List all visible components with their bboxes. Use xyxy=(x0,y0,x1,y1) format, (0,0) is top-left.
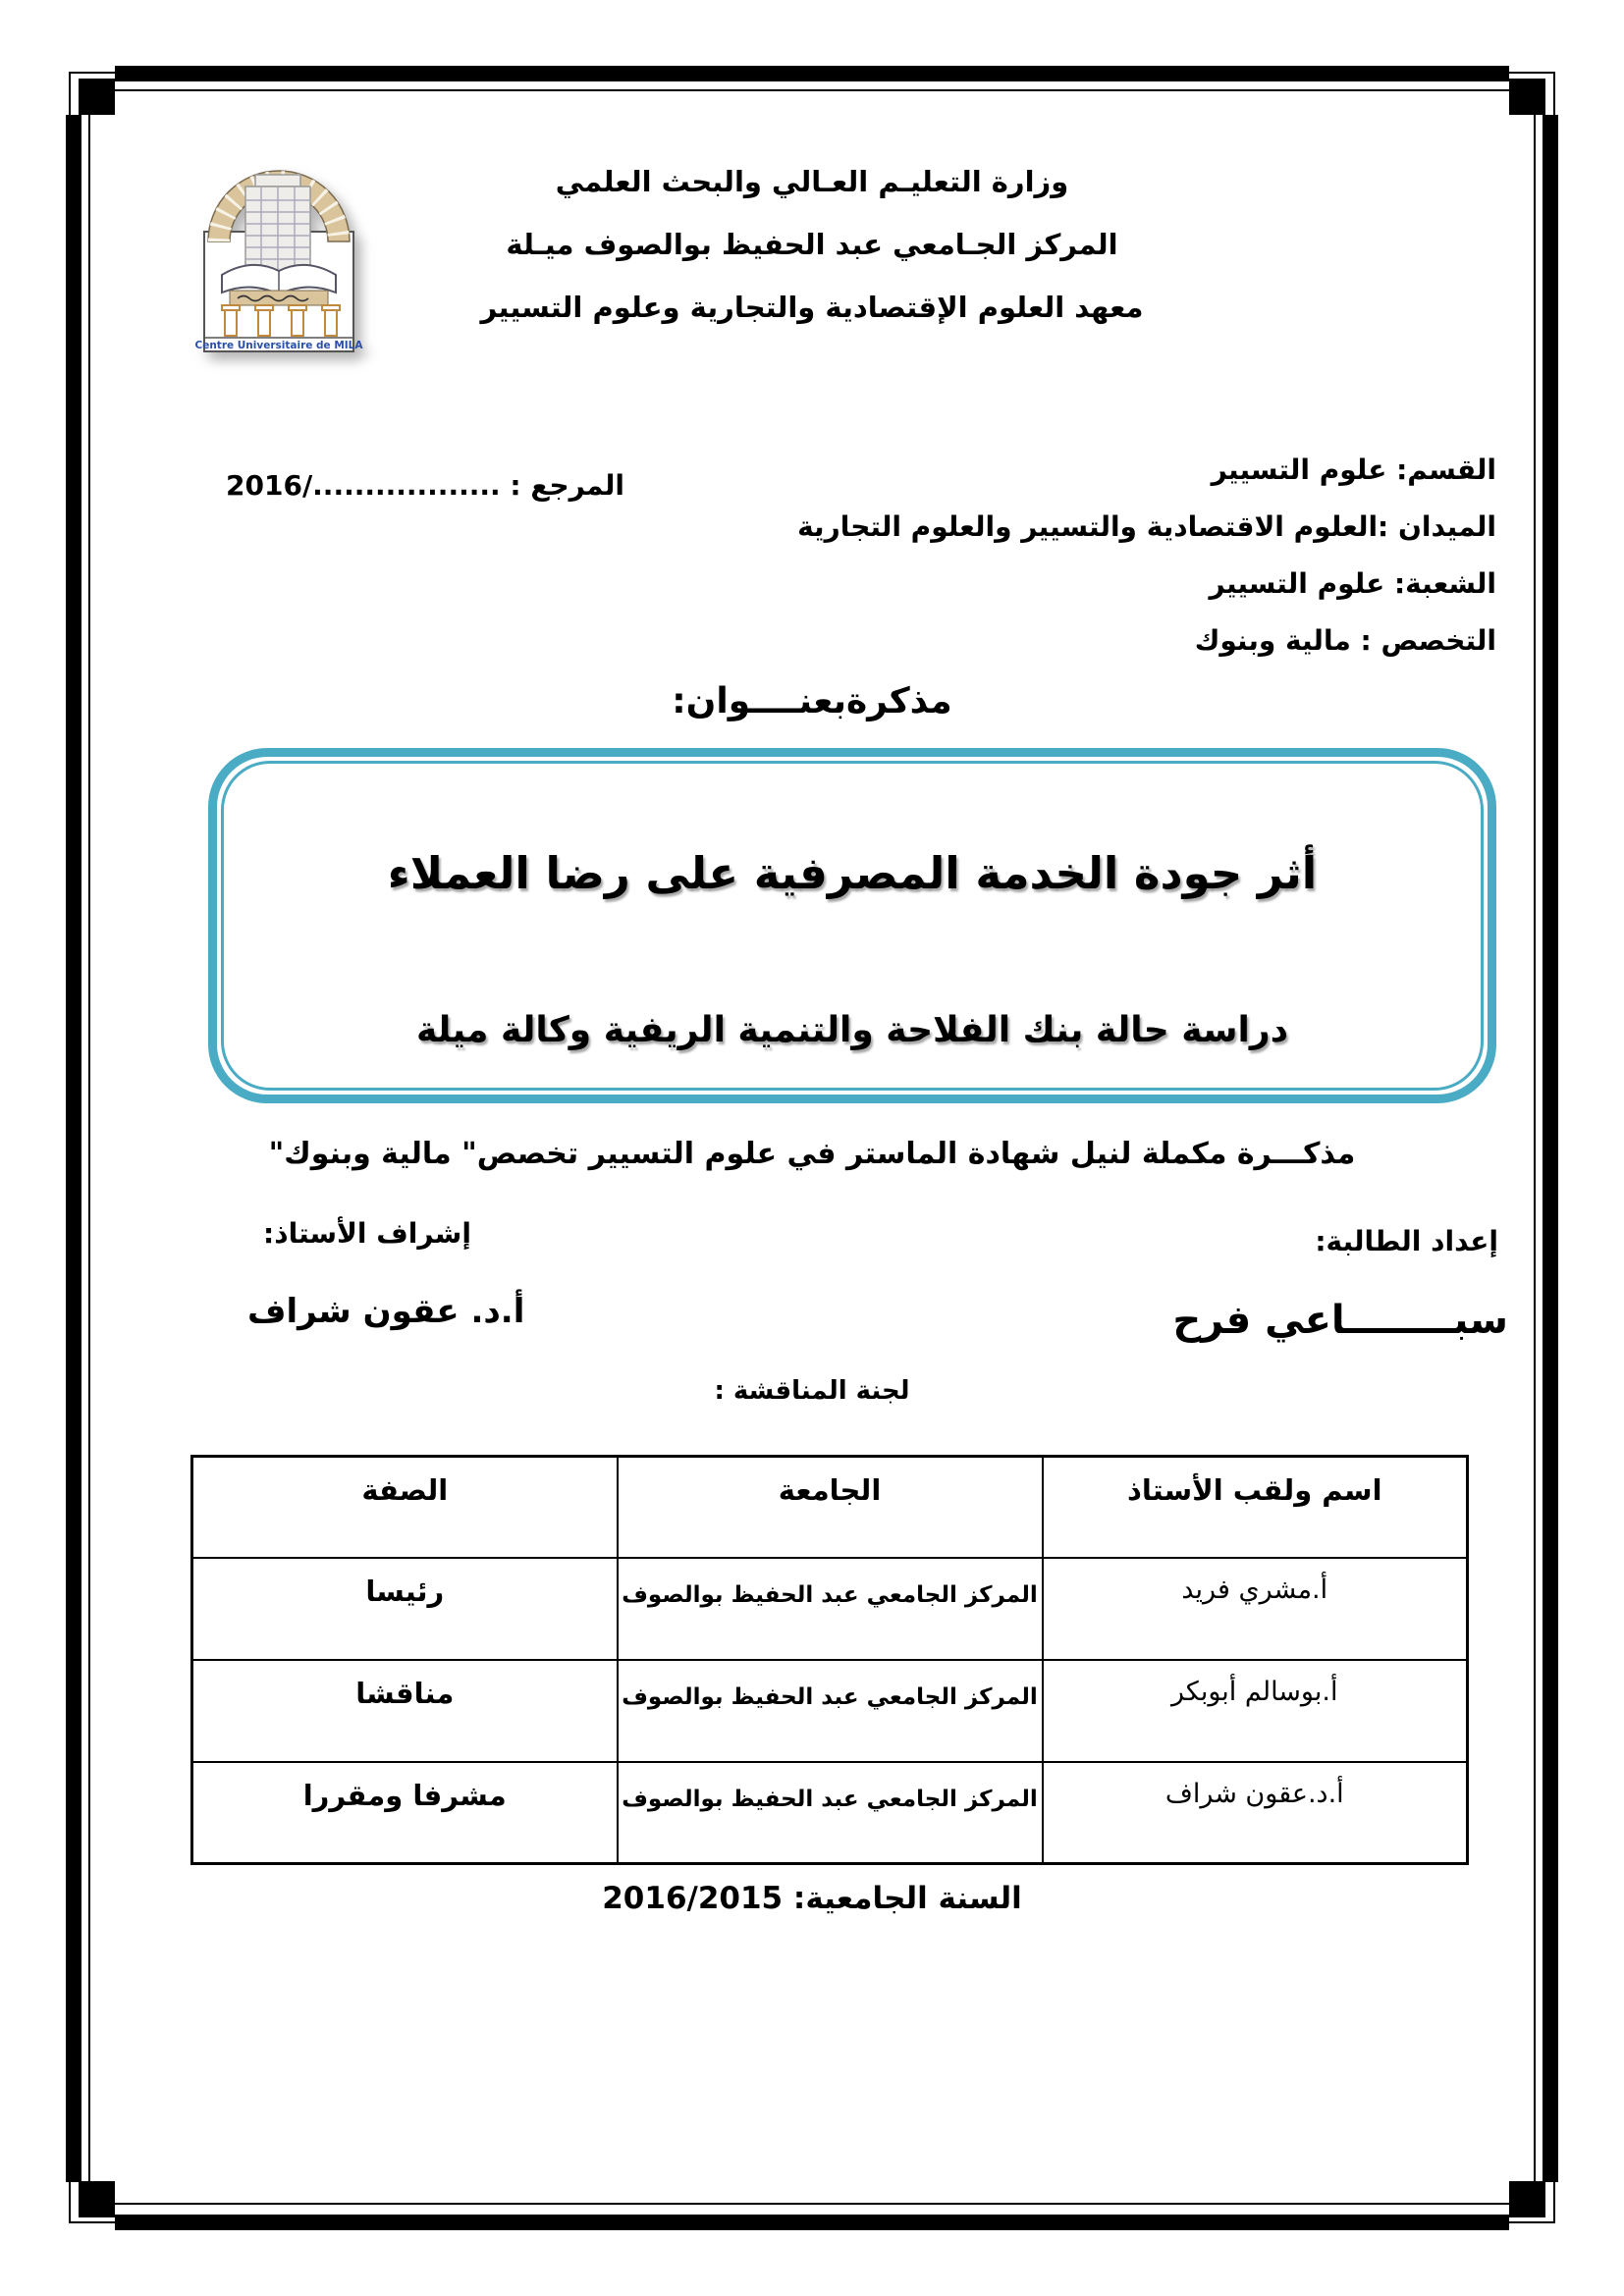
program-info-block xyxy=(797,442,1496,669)
thesis-subtitle: دراسة حالة بنك الفلاحة والتنمية الريفية وكالة ميلة xyxy=(415,1010,1289,1050)
header-role: الصفة xyxy=(192,1457,618,1558)
thesis-title: أثر جودة الخدمة المصرفية على رضا العملاء xyxy=(387,847,1318,899)
professor-name: أ.د.عقون شراف xyxy=(1043,1762,1468,1864)
header-professor: اسم ولقب الأستاذ xyxy=(1043,1457,1468,1558)
specialty-line: التخصص : مالية وبنوك xyxy=(1194,624,1496,657)
professor-role: رئيسا xyxy=(192,1558,618,1660)
student-name: سبــــــــاعي فرح xyxy=(1172,1298,1508,1343)
memo-title-label: مذكرةبعنــــوان: xyxy=(672,681,952,721)
professor-role: مشرفا ومقررا xyxy=(192,1762,618,1864)
table-row xyxy=(192,1762,1468,1864)
institute-line: معهد العلوم الإقتصادية والتجارية وعلوم التسيير xyxy=(480,291,1144,324)
supervisor-label: إشراف الأستاذ: xyxy=(263,1217,471,1250)
professor-university: المركز الجامعي عبد الحفيظ بوالصوف xyxy=(618,1660,1043,1762)
logo-caption: Centre Universitaire de MILA xyxy=(194,340,363,351)
professor-name: أ.مشري فريد xyxy=(1043,1558,1468,1660)
reference-line: المرجع : ................../2016 xyxy=(226,469,624,502)
branch-line: الشعبة: علوم التسيير xyxy=(1209,567,1496,600)
ministry-line: وزارة التعليـم العـالي والبحث العلمي xyxy=(555,165,1069,198)
table-row xyxy=(192,1558,1468,1660)
professor-university: المركز الجامعي عبد الحفيظ بوالصوف xyxy=(618,1762,1043,1864)
supervisor-name: أ.د. عقون شراف xyxy=(247,1292,525,1331)
committee-label: لجنة المناقشة : xyxy=(714,1376,910,1406)
field-line: الميدان :العلوم الاقتصادية والتسيير والعلوم التجارية xyxy=(797,510,1496,543)
degree-note: مذكـــرة مكملة لنيل شهادة الماستر في علوم التسيير تخصص" مالية وبنوك" xyxy=(268,1137,1356,1171)
committee-table xyxy=(190,1455,1469,1865)
prepared-by-label: إعداد الطالبة: xyxy=(1315,1225,1498,1257)
professor-name: أ.بوسالم أبوبكر xyxy=(1043,1660,1468,1762)
table-header-row xyxy=(192,1457,1468,1558)
department-line: القسم: علوم التسيير xyxy=(1211,454,1496,486)
academic-year: السنة الجامعية: 2016/2015 xyxy=(602,1881,1022,1916)
university-line: المركز الجـامعي عبد الحفيظ بوالصوف ميـلة xyxy=(506,228,1118,261)
header-university: الجامعة xyxy=(618,1457,1043,1558)
professor-university: المركز الجامعي عبد الحفيظ بوالصوف xyxy=(618,1558,1043,1660)
thesis-title-box xyxy=(208,748,1496,1103)
professor-role: مناقشا xyxy=(192,1660,618,1762)
table-row xyxy=(192,1660,1468,1762)
